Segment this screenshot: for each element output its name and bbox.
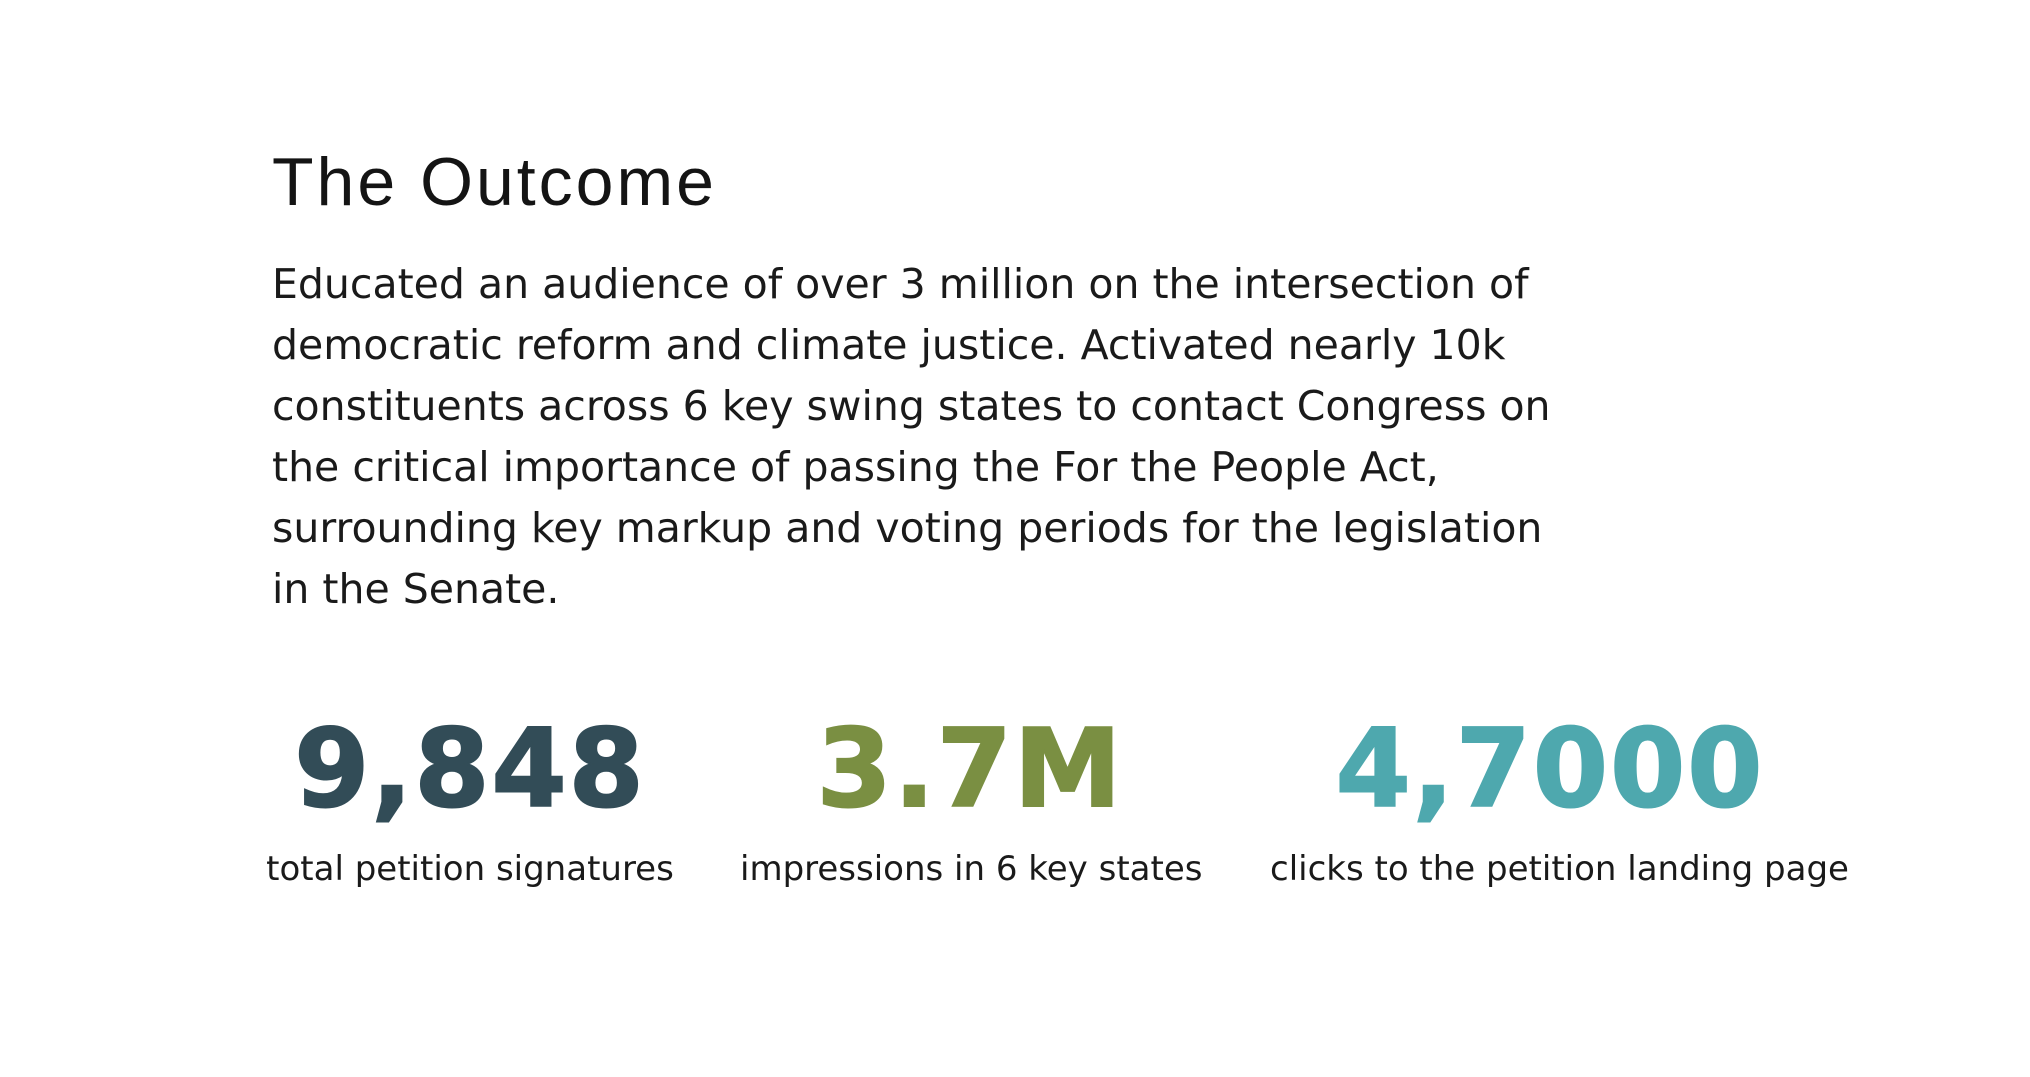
stat-value: 4,7000: [1335, 707, 1765, 832]
stat-value: 3.7M: [816, 707, 1124, 832]
description-line: constituents across 6 key swing states to contact Congress on: [272, 382, 1551, 430]
section-description: [272, 254, 1551, 620]
description-line: surrounding key markup and voting periods for the legislation: [272, 504, 1543, 552]
description-line: the critical importance of passing the For the People Act,: [272, 443, 1439, 491]
description-line: in the Senate.: [272, 565, 560, 613]
stat-label: clicks to the petition landing page: [1270, 849, 1849, 889]
section-title: The Outcome: [272, 144, 717, 220]
description-line: Educated an audience of over 3 million on the intersection of: [272, 260, 1529, 308]
stat-label: total petition signatures: [266, 849, 674, 889]
description-line: democratic reform and climate justice. Activated nearly 10k: [272, 321, 1506, 369]
stat-impressions: [740, 707, 1203, 891]
stat-label: impressions in 6 key states: [740, 849, 1203, 889]
stat-landing-page-clicks: [1270, 707, 1849, 891]
stat-petition-signatures: [260, 707, 680, 891]
stat-value: 9,848: [294, 707, 646, 832]
